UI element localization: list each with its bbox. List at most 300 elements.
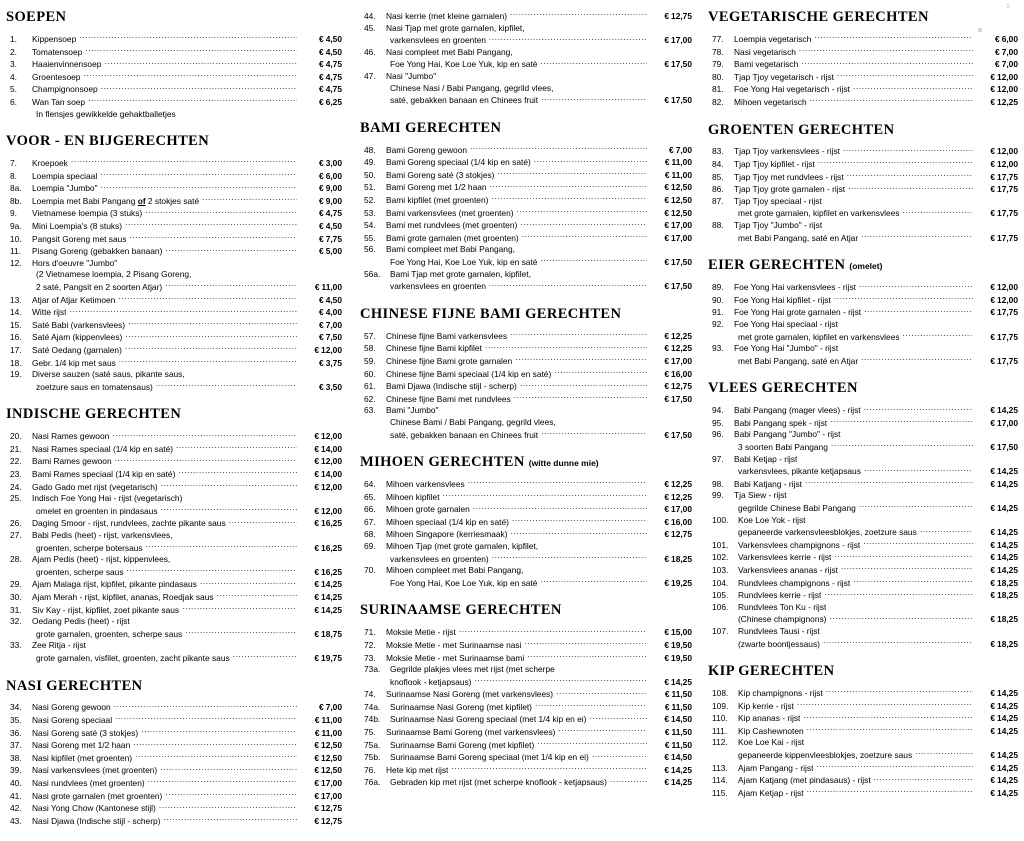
currency-symbol: € [314,628,320,639]
item-price: € 12,25 [664,479,692,490]
menu-line [6,468,342,481]
leader-dots [541,94,647,103]
item-number: 66. [364,504,376,515]
section-title: VLEES GERECHTEN [708,380,858,397]
item-number: 69. [364,541,376,551]
item-name: Koe Loe Yok - rijst [738,514,806,525]
item-price: € 14,00 [314,469,342,480]
leader-dots [803,712,973,721]
menu-line [360,528,692,541]
item-number: 106. [712,601,729,612]
menu-item [6,207,342,220]
leader-dots [485,342,647,351]
item-name: Varkensvlees champignons - rijst [738,539,861,550]
item-number: 7. [10,158,17,169]
menu-line [6,652,342,665]
item-number: 28. [10,554,22,565]
menu-line [6,616,342,628]
menu-line [708,145,1018,158]
menu-line [6,319,342,332]
leader-dots [125,220,297,229]
currency-symbol: € [990,171,996,182]
currency-symbol: € [319,195,324,206]
currency-symbol: € [664,689,670,700]
menu-line [360,652,692,665]
menu-line [360,764,692,777]
item-number: 19. [10,369,22,380]
item-price: € 4,00 [319,307,342,318]
item-name: Varkensvlees ananas - rijst [738,564,838,575]
menu-line [360,156,692,169]
menu-item [708,404,1018,417]
menu-line [6,493,342,505]
item-number: 3. [10,59,17,70]
menu-line [708,46,1018,59]
section-subtitle: (omelet) [849,261,883,272]
leader-dots [807,787,973,796]
leader-dots [115,714,297,723]
leader-dots [540,256,647,265]
item-number: 43. [10,815,22,826]
leader-dots [128,319,297,328]
leader-dots [520,380,647,389]
item-name: Bami varkensvlees (met groenten) [386,207,514,218]
menu-item [6,306,342,319]
item-number: 51. [364,182,376,193]
item-number: 92. [712,318,724,329]
currency-symbol: € [314,604,320,615]
item-number: 24. [10,481,22,492]
leader-dots [826,687,973,696]
menu-line [6,281,342,294]
currency-symbol: € [990,775,996,786]
menu-line [360,776,692,789]
menu-line [360,83,692,95]
currency-symbol: € [664,529,670,540]
menu-line [708,774,1018,787]
menu-item [6,790,342,803]
leader-dots [589,713,647,722]
leader-dots [83,71,297,80]
item-price: € 11,50 [664,701,692,712]
menu-line [708,526,1018,539]
item-number: 6. [10,96,17,107]
section-title: SURINAAMSE GERECHTEN [360,602,562,619]
leader-dots [863,539,973,548]
menu-line [708,183,1018,196]
item-price: € 14,25 [314,591,342,602]
item-price: € 18,25 [990,577,1018,588]
leader-dots [540,577,647,586]
leader-dots [540,58,647,67]
item-name: Moksie Metie - met Surinaamse nasi [386,639,522,650]
leader-dots [874,774,973,783]
item-name: Nasi Goreng gewoon [32,702,111,713]
currency-symbol: € [314,591,320,602]
currency-symbol: € [314,505,320,516]
menu-line [6,233,342,246]
item-name: Bami met rundvlees (met groenten) [386,220,518,231]
menu-item [6,517,342,530]
menu-line [360,739,692,752]
item-number: 8b. [10,195,22,206]
menu-section [6,134,342,393]
currency-symbol: € [319,96,324,107]
leader-dots [537,739,647,748]
item-price: € 12,50 [664,195,692,206]
item-name: Mini Loempia's (8 stuks) [32,221,123,231]
item-number: 91. [712,307,724,318]
item-number: 83. [712,146,724,157]
currency-symbol: € [664,491,670,502]
item-number: 79. [712,59,724,70]
item-number: 17. [10,344,22,355]
leader-dots [853,83,973,92]
leader-dots [71,157,297,166]
menu-items [6,430,342,664]
item-price: € 17,00 [314,790,342,801]
item-name: groenten, scherpe botersaus [36,542,143,553]
leader-dots [861,232,973,241]
currency-symbol: € [314,456,320,467]
menu-line [360,541,692,553]
item-number: 9. [10,208,17,219]
currency-symbol: € [314,803,320,814]
leader-dots [510,330,647,339]
item-number: 2. [10,46,17,57]
menu-line [708,589,1018,602]
item-price: € 12,25 [990,96,1018,107]
item-number: 9a. [10,221,22,231]
menu-line [708,294,1018,307]
leader-dots [522,232,647,241]
leader-dots [805,478,973,487]
item-number: 102. [712,552,729,563]
item-price: € 12,50 [664,207,692,218]
item-name: grote garnalen, groenten, scherpe saus [36,628,183,639]
menu-line [6,505,342,518]
menu-line [360,626,692,639]
menu-line [360,194,692,207]
menu-line [6,344,342,357]
menu-line [360,701,692,714]
leader-dots [814,33,973,42]
item-price: € 19,25 [664,577,692,588]
item-name: Foe Yong Hai, Koe Loe Yuk, kip en saté [390,577,538,588]
menu-line [6,182,342,195]
page-artifact-mark [978,28,982,32]
item-name: Foe Yong Hai "Jumbo" - rijst [734,343,839,354]
menu-item [360,47,692,71]
leader-dots [101,182,297,191]
menu-item [360,503,692,516]
menu-item [6,220,342,233]
currency-symbol: € [664,429,670,440]
item-price: € 14,25 [990,527,1018,538]
item-number: 47. [364,70,376,81]
item-price: € 4,50 [319,221,342,231]
item-name: Saté Oedang (garnalen) [32,344,122,355]
item-number: 77. [712,33,724,44]
menu-item [360,10,692,23]
menu-line [360,380,692,393]
currency-symbol: € [319,170,324,181]
item-name: Surinaamse Nasi Goreng speciaal (met 1/4 kip en ei) [390,714,587,725]
menu-line [360,553,692,566]
currency-symbol: € [314,740,320,751]
item-name: Bami vegetarisch [734,59,799,70]
currency-symbol: € [995,59,1000,70]
menu-item [360,232,692,245]
item-name: Loempia met Babi Pangang of 2 stokjes saté [32,195,200,206]
item-name: Surinaamse Nasi Goreng (met kipfilet) [390,701,532,712]
leader-dots [515,355,647,364]
menu-line [360,34,692,47]
menu-item [360,269,692,293]
item-price: € 14,25 [990,405,1018,416]
item-name: Kip Cashewnoten [738,725,804,736]
item-name: Nasi Djawa (Indische stijl - scherp) [32,815,161,826]
currency-symbol: € [664,368,670,379]
leader-dots [200,578,297,587]
item-price: € 14,25 [990,478,1018,489]
menu-item [360,380,692,393]
leader-dots [830,417,973,426]
item-number: 14. [10,307,22,318]
item-number: 104. [712,577,729,588]
currency-symbol: € [664,764,670,775]
item-number: 86. [712,184,724,195]
item-name: Witte rijst [32,307,67,318]
menu-line [360,23,692,35]
item-name: Bami kipfilet (met groenten) [386,195,489,206]
menu-line [6,269,342,281]
item-name: (zwarte boontjessaus) [738,638,820,649]
item-number: 115. [712,787,728,798]
currency-symbol: € [664,504,670,515]
item-price: € 12,00 [990,294,1018,305]
item-price: € 14,50 [664,752,692,763]
leader-dots [517,207,647,216]
menu-item [6,344,342,357]
item-number: 1. [10,33,17,44]
menu-line [6,33,342,46]
leader-dots [807,725,973,734]
menu-item [708,71,1018,84]
item-number: 70. [364,565,376,576]
menu-line [6,357,342,370]
item-name: Tjap Tjoy grote garnalen - rijst [734,184,846,195]
item-price: € 11,50 [664,689,692,700]
item-name: Tja Siew - rijst [734,490,787,501]
menu-item [360,169,692,182]
item-number: 35. [10,715,22,726]
item-number: 93. [712,343,724,354]
currency-symbol: € [990,146,996,157]
menu-line [6,294,342,307]
item-price: € 4,75 [319,59,342,70]
menu-item [360,639,692,652]
currency-symbol: € [664,652,670,663]
item-price: € 12,75 [664,381,692,392]
menu-item [708,33,1018,46]
menu-line [6,628,342,641]
leader-dots [864,465,973,474]
item-price: € 12,75 [314,803,342,814]
menu-line [708,465,1018,478]
item-price: € 17,75 [990,232,1018,243]
menu-line [360,405,692,417]
leader-dots [834,294,973,303]
menu-line [360,491,692,504]
item-price: € 17,50 [664,95,692,106]
menu-item [360,355,692,368]
menu-line [6,306,342,319]
menu-item [360,181,692,194]
item-price: € 6,00 [319,170,342,181]
item-number: 109. [712,700,729,711]
item-number: 12. [10,257,22,268]
item-name: Bami Goreng saté (3 stokjes) [386,169,495,180]
currency-symbol: € [319,221,324,231]
menu-item [708,712,1018,725]
item-name: Foe Yong Hai grote garnalen - rijst [734,307,862,318]
menu-item [360,664,692,688]
leader-dots [843,145,973,154]
currency-symbol: € [664,393,670,404]
item-name: Gado Gado met rijst (vegetarisch) [32,481,158,492]
item-price: € 17,50 [664,429,692,440]
menu-item [708,762,1018,775]
item-number: 96. [712,429,724,440]
item-name: Ajam Katjang (met pindasaus) - rijst [738,775,871,786]
currency-symbol: € [664,281,670,292]
menu-line [708,762,1018,775]
menu-line [708,737,1018,749]
item-number: 62. [364,393,376,404]
item-name: Babi Pangang (mager vlees) - rijst [734,405,861,416]
menu-line [708,712,1018,725]
item-name: Bami Tjap met grote garnalen, kipfilet, [390,268,531,279]
menu-item [6,530,342,554]
leader-dots [474,676,647,685]
leader-dots [145,207,297,216]
leader-dots [903,207,973,216]
menu-item [6,481,342,494]
item-number: 89. [712,282,724,293]
item-price: € 14,25 [990,725,1018,736]
menu-item [360,330,692,343]
menu-line [708,58,1018,71]
menu-items [708,404,1018,650]
currency-symbol: € [990,614,996,625]
menu-items [708,33,1018,109]
item-number: 71. [364,627,376,638]
item-name: Nasi compleet met Babi Pangang, [386,46,513,57]
item-number: 114. [712,775,728,786]
item-name: Foe Yong Hai, Koe Loe Yuk, kip en saté [390,257,538,268]
item-number: 82. [712,96,724,107]
menu-item [708,429,1018,453]
item-number: 48. [364,144,376,155]
item-price: € 17,50 [664,393,692,404]
menu-item [360,713,692,726]
leader-dots [160,764,297,773]
menu-line [708,404,1018,417]
item-number: 39. [10,765,22,776]
item-price: € 12,00 [990,71,1018,82]
item-name: 2 saté, Pangsit en 2 soorten Atjar) [36,281,163,292]
menu-section [708,10,1018,109]
item-name: Surinaamse Bami Goreng (met varkensvlees) [386,727,556,738]
item-number: 73a. [364,664,381,675]
item-name: Bami Goreng gewoon [386,144,468,155]
currency-symbol: € [990,539,996,550]
menu-line [708,207,1018,220]
currency-symbol: € [664,232,670,243]
menu-item [360,739,692,752]
item-name: Haaienvinnensoep [32,59,102,70]
item-name: Gegrilde plakjes vlees met rijst (met scherpe [390,664,555,675]
item-number: 68. [364,529,376,540]
menu-line [6,258,342,270]
item-name: Surinaamse Nasi Goreng (met varkensvlees) [386,689,554,700]
menu-line [708,196,1018,208]
item-number: 23. [10,469,22,480]
item-price: € 17,50 [664,281,692,292]
item-name: Nasi Tjap met grote garnalen, kipfilet, [386,22,525,33]
item-price: € 12,00 [990,159,1018,170]
menu-section [360,307,692,441]
item-price: € 14,25 [990,762,1018,773]
item-number: 13. [10,294,22,305]
item-price: € 17,00 [990,417,1018,428]
item-number: 111. [712,725,728,736]
currency-symbol: € [990,713,996,724]
item-name: Babi Ketjap - rijst [734,453,798,464]
menu-line [360,280,692,293]
item-price: € 12,50 [314,765,342,776]
menu-line [360,269,692,281]
menu-items [360,330,692,441]
item-price: € 14,25 [990,539,1018,550]
item-name: Loempia speciaal [32,170,98,181]
item-number: 56. [364,244,376,255]
item-price: € 14,25 [990,700,1018,711]
item-name: met grote garnalen, kipfilet en varkensvlees [738,208,900,219]
item-name: met Babi Pangang, saté en Atjar [738,232,859,243]
menu-item [6,640,342,664]
item-name: Loempia vegetarisch [734,33,812,44]
item-name: Bami Goreng speciaal (1/4 kip en saté) [386,157,531,168]
item-name: Nasi grote garnalen (met groenten) [32,790,163,801]
menu-line [360,503,692,516]
leader-dots [104,58,297,67]
currency-symbol: € [664,207,670,218]
currency-symbol: € [664,195,670,206]
item-name: Pangsit Goreng met saus [32,233,127,244]
currency-symbol: € [314,344,320,355]
menu-item [708,58,1018,71]
item-number: 8. [10,170,17,181]
leader-dots [847,171,973,180]
leader-dots [112,430,297,439]
currency-symbol: € [990,159,996,170]
menu-item [708,46,1018,59]
item-number: 40. [10,778,22,789]
menu-item [708,787,1018,800]
menu-item [360,244,692,268]
